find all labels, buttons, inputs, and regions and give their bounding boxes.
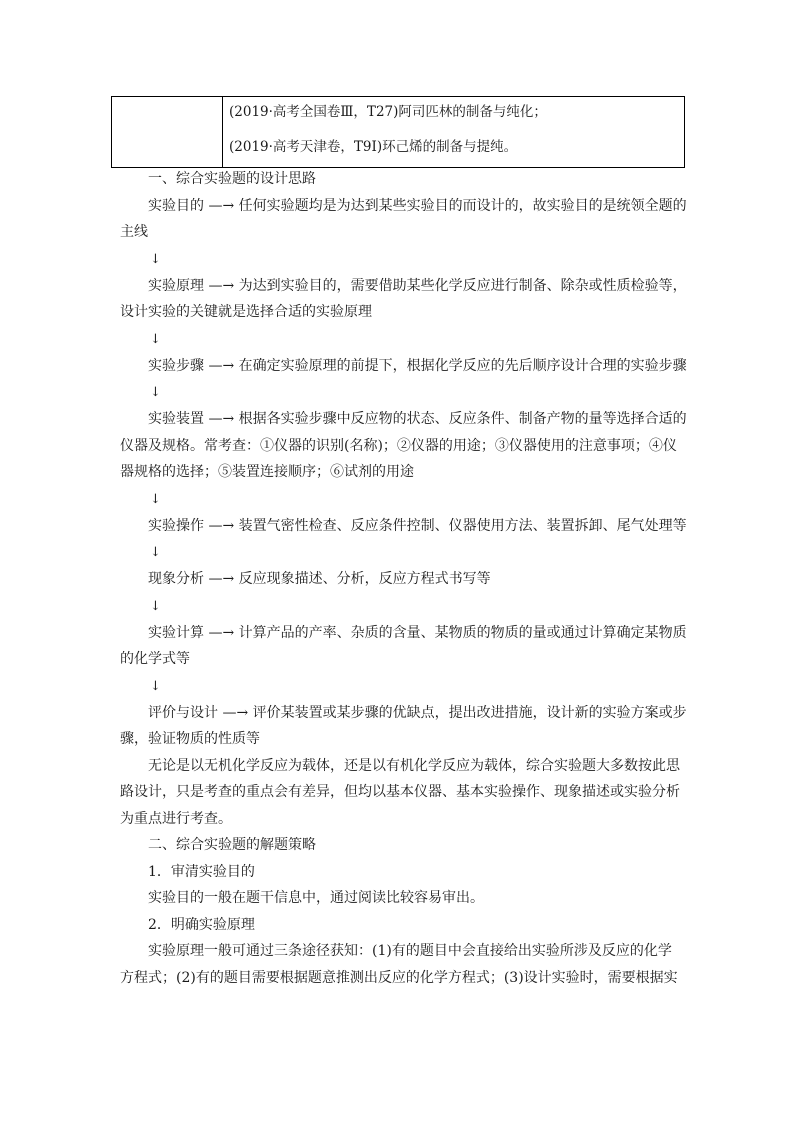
flow-steps-line-1: 实验步骤 —→ 在确定实验原理的前提下，根据化学反应的先后顺序设计合理的实验步骤 [148, 357, 687, 374]
subheading-1: 1．审清实验目的 [148, 863, 255, 880]
summary-line-1: 无论是以无机化学反应为载体，还是以有机化学反应为载体，综合实验题大多数按此思 [148, 757, 680, 774]
flow-apparatus-line-2: 仪器及规格。常考查：①仪器的识别(名称)；②仪器的用途；③仪器使用的注意事项；④仪 [120, 437, 677, 454]
flow-operation-line-1: 实验操作 —→ 装置气密性检查、反应条件控制、仪器使用方法、装置拆卸、尾气处理等 [148, 517, 687, 534]
flow-phenomenon-line-1: 现象分析 —→ 反应现象描述、分析，反应方程式书写等 [148, 571, 491, 587]
down-arrow-icon: ↓ [150, 545, 161, 560]
source-table [111, 96, 685, 168]
flow-evaluation-line-2: 骤，验证物质的性质等 [120, 731, 260, 747]
section-heading-2: 二、综合实验题的解题策略 [148, 837, 316, 853]
table-row-1: (2019·高考全国卷Ⅲ，T27)阿司匹林的制备与纯化； [229, 104, 547, 120]
flow-calculation-line-1: 实验计算 —→ 计算产品的产率、杂质的含量、某物质的物质的量或通过计算确定某物质 [148, 624, 687, 641]
flow-purpose-line-1: 实验目的 —→ 任何实验题均是为达到某些实验目的而设计的，故实验目的是统领全题的 [148, 197, 687, 214]
subsection-2-line-1: 实验原理一般可通过三条途径获知：(1)有的题目中会直接给出实验所涉及反应的化学 [148, 943, 672, 959]
flow-apparatus-line-3: 器规格的选择；⑤装置连接顺序；⑥试剂的用途 [120, 464, 414, 480]
summary-line-2: 路设计，只是考查的重点会有差异，但均以基本仪器、基本实验操作、现象描述或实验分析 [120, 784, 680, 800]
down-arrow-icon: ↓ [150, 598, 161, 614]
flow-apparatus-line-1: 实验装置 —→ 根据各实验步骤中反应物的状态、反应条件、制备产物的量等选择合适的 [148, 411, 687, 427]
flow-evaluation-line-1: 评价与设计 —→ 评价某装置或某步骤的优缺点，提出改进措施，设计新的实验方案或步 [148, 704, 687, 721]
subheading-2: 2．明确实验原理 [148, 916, 255, 933]
subsection-2-line-2: 方程式；(2)有的题目需要根据题意推测出反应的化学方程式；(3)设计实验时，需要根据实 [120, 969, 678, 986]
flow-principle-line-1: 实验原理 —→ 为达到实验目的，需要借助某些化学反应进行制备、除杂或性质检验等， [148, 277, 687, 294]
section-heading-1: 一、综合实验题的设计思路 [148, 171, 316, 187]
subsection-1-text: 实验目的一般在题干信息中，通过阅读比较容易审出。 [148, 890, 484, 906]
down-arrow-icon: ↓ [150, 678, 161, 694]
table-row-2: (2019·高考天津卷，T9Ⅰ)环己烯的制备与提纯。 [229, 139, 518, 155]
down-arrow-icon: ↓ [150, 331, 161, 347]
flow-calculation-line-2: 的化学式等 [120, 651, 190, 667]
table-left-cell [112, 97, 223, 167]
down-arrow-icon: ↓ [150, 251, 161, 267]
down-arrow-icon: ↓ [150, 385, 161, 400]
down-arrow-icon: ↓ [150, 491, 161, 507]
table-right-cell [223, 97, 684, 167]
document-body [120, 166, 687, 991]
flow-principle-line-2: 设计实验的关键就是选择合适的实验原理 [120, 304, 372, 320]
summary-line-3: 为重点进行考查。 [120, 810, 232, 827]
flow-purpose-line-2: 主线 [120, 224, 148, 240]
